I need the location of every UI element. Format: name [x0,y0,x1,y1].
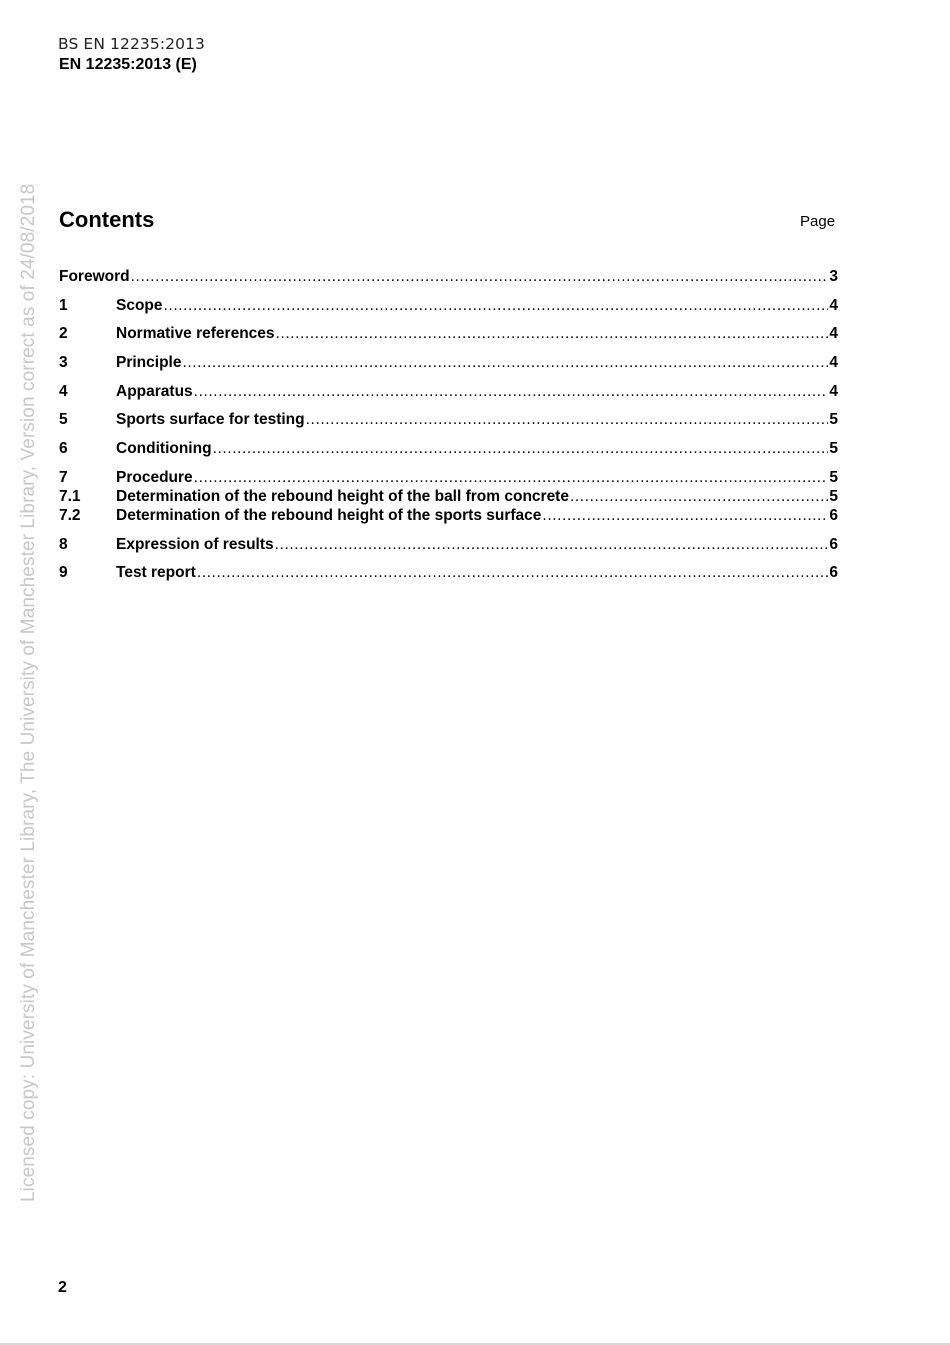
toc-entry-number: 1 [59,296,68,314]
table-of-contents [59,267,838,582]
toc-entry-page: 4 [829,325,838,343]
toc-entry-title: Principle [116,354,182,372]
toc-entry-page: 4 [829,382,838,400]
toc-dot-leader [182,353,828,372]
toc-entry-scope[interactable] [59,296,838,315]
toc-entry-number: 4 [59,382,68,400]
toc-entry-test-report[interactable] [59,563,838,582]
toc-entry-expression-of-results[interactable] [59,535,838,554]
toc-entry-title: Scope [116,296,163,314]
toc-dot-leader [131,267,829,286]
toc-entry-normative-references[interactable] [59,324,838,343]
toc-dot-leader [194,382,829,401]
page-column-label: Page [800,213,836,230]
toc-dot-leader [306,410,829,429]
toc-entry-principle[interactable] [59,353,838,372]
toc-entry-page: 5 [829,468,838,486]
toc-entry-title: Conditioning [116,440,212,458]
toc-entry-page: 6 [829,535,838,553]
toc-entry-title: Procedure [116,468,193,486]
toc-dot-leader [570,487,828,506]
toc-entry-procedure[interactable] [59,468,838,487]
toc-entry-page: 3 [829,268,838,285]
toc-entry-sports-surface[interactable] [59,410,838,429]
toc-entry-page: 4 [829,296,838,314]
toc-entry-title: Normative references [116,325,275,343]
toc-dot-leader [542,506,828,525]
toc-entry-page: 6 [829,506,838,524]
page-number: 2 [58,1279,67,1296]
standard-reference-en: EN 12235:2013 (E) [59,56,197,73]
toc-entry-number: 6 [59,440,68,458]
toc-entry-apparatus[interactable] [59,382,838,401]
toc-entry-number: 5 [59,411,68,429]
license-watermark: Licensed copy: University of Manchester Library, The University of Manchester Library, Version correct as of 24/08/2018 [18,183,39,1202]
standard-reference-bs: BS EN 12235:2013 [58,35,206,53]
toc-entry-rebound-sports-surface[interactable] [59,506,838,525]
toc-dot-leader [164,296,829,315]
toc-entry-title: Test report [116,564,196,582]
contents-heading: Contents [59,207,155,232]
toc-entry-title: Determination of the rebound height of the ball from concrete [116,487,569,505]
toc-dot-leader [197,563,829,582]
toc-entry-page: 4 [829,354,838,372]
toc-entry-title: Sports surface for testing [116,411,305,429]
toc-entry-title: Determination of the rebound height of the sports surface [116,506,542,524]
toc-entry-number: 7.2 [59,506,81,524]
toc-entry-number: 7 [59,468,68,486]
toc-entry-number: 8 [59,535,68,553]
toc-dot-leader [276,324,829,343]
toc-entry-page: 5 [829,487,838,505]
toc-entry-conditioning[interactable] [59,439,838,458]
toc-dot-leader [194,468,829,487]
toc-entry-number: 3 [59,354,68,372]
toc-entry-number: 9 [59,564,68,582]
toc-entry-page: 5 [829,411,838,429]
toc-entry-page: 6 [829,564,838,582]
toc-entry-foreword[interactable] [59,267,838,286]
toc-dot-leader [213,439,829,458]
toc-entry-title: Apparatus [116,382,193,400]
toc-entry-rebound-concrete[interactable] [59,487,838,506]
toc-entry-title: Foreword [59,268,130,285]
toc-entry-page: 5 [829,440,838,458]
toc-entry-number: 2 [59,325,68,343]
toc-dot-leader [275,535,829,554]
toc-entry-number: 7.1 [59,487,81,505]
toc-entry-title: Expression of results [116,535,274,553]
